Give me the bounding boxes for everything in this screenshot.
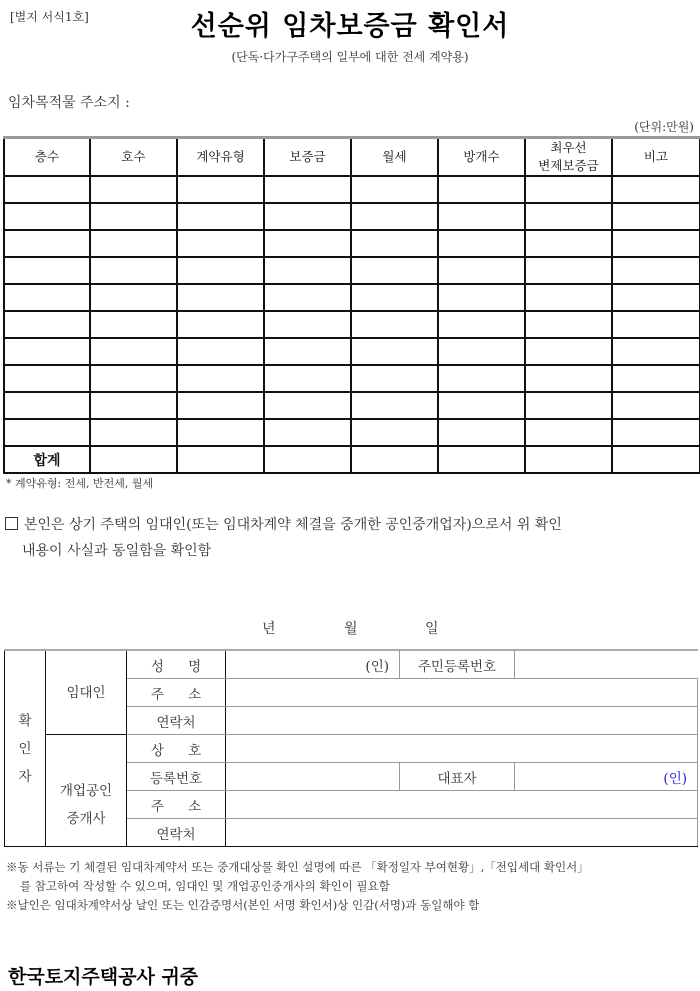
table-cell[interactable] [438,311,525,338]
landlord-address-label: 주 소 [127,679,226,707]
table-cell[interactable] [264,284,351,311]
table-cell[interactable] [4,365,90,392]
resident-no-label: 주민등록번호 [400,650,515,679]
table-cell[interactable] [90,419,177,446]
table-cell[interactable] [525,284,612,311]
note1-line2: 를 참고하여 작성할 수 있으며, 임대인 및 개업공인중개사의 확인이 필요함 [20,879,390,893]
table-row [4,338,700,365]
col-deposit: 보증금 [264,138,351,177]
table-cell[interactable] [351,419,438,446]
table-cell[interactable] [264,230,351,257]
col-contract-type: 계약유형 [177,138,264,177]
confirmer-table [4,649,698,847]
table-cell[interactable] [525,203,612,230]
landlord-address-field[interactable] [226,679,698,707]
table-cell[interactable] [264,176,351,203]
landlord-group-label: 임대인 [46,650,127,735]
table-cell[interactable] [351,284,438,311]
table-cell[interactable] [438,176,525,203]
table-cell[interactable] [525,338,612,365]
landlord-contact-label: 연락처 [127,707,226,735]
table-cell[interactable] [525,311,612,338]
table-cell[interactable] [90,311,177,338]
table-cell[interactable] [612,365,700,392]
note1-line1: ※동 서류는 기 체결된 임대차계약서 또는 중개대상물 확인 설명에 따른 「확정일자 부여현황」,「전입세대 확인서」 [6,860,589,874]
table-cell[interactable] [177,176,264,203]
table-cell[interactable] [351,230,438,257]
table-cell[interactable] [612,203,700,230]
table-cell[interactable] [264,257,351,284]
agent-representative-field[interactable] [515,763,698,791]
total-cell[interactable] [351,446,438,473]
table-cell[interactable] [4,311,90,338]
col-monthly-rent: 월세 [351,138,438,177]
table-cell[interactable] [351,311,438,338]
table-cell[interactable] [525,257,612,284]
table-cell[interactable] [4,338,90,365]
table-cell[interactable] [4,176,90,203]
agent-business-name-field[interactable] [226,735,698,763]
table-cell[interactable] [90,338,177,365]
total-row [4,446,700,473]
table-cell[interactable] [351,365,438,392]
page-title: 선순위 임차보증금 확인서 [190,11,510,42]
col-priority-deposit [525,138,612,177]
landlord-contact-field[interactable] [226,707,698,735]
col-unit: 호수 [90,138,177,177]
table-cell[interactable] [612,257,700,284]
landlord-name-field[interactable] [226,650,400,679]
issuer-addressee: 한국토지주택공사 귀중 [8,966,199,988]
section-char: 확 [18,712,32,729]
table-cell[interactable] [525,176,612,203]
table-row [4,176,700,203]
agent-seal-mark: (인) [663,770,687,787]
total-cell[interactable] [525,446,612,473]
table-cell[interactable] [90,284,177,311]
table-cell[interactable] [525,419,612,446]
landlord-seal-mark: (인) [365,658,389,675]
table-cell[interactable] [438,230,525,257]
table-cell[interactable] [90,203,177,230]
table-cell[interactable] [525,365,612,392]
table-cell[interactable] [177,311,264,338]
table-row [4,257,700,284]
agent-contact-label: 연락처 [127,819,226,847]
table-cell[interactable] [351,203,438,230]
table-cell[interactable] [90,392,177,419]
form-number: [별지 서식1호] [10,10,89,24]
agent-address-field[interactable] [226,791,698,819]
confirmation-checkbox[interactable] [5,517,18,530]
table-cell[interactable] [177,203,264,230]
date-year-label: 년 [262,621,276,637]
landlord-name-label: 성 명 [127,650,226,679]
table-cell[interactable] [438,365,525,392]
agent-registration-no-label: 등록번호 [127,763,226,791]
table-cell[interactable] [177,419,264,446]
table-row [4,203,700,230]
table-cell[interactable] [438,284,525,311]
unit-label: (단위:만원) [634,120,694,134]
table-cell[interactable] [264,311,351,338]
section-char: 인 [18,740,32,757]
table-row [4,230,700,257]
agent-business-name-label: 상 호 [127,735,226,763]
date-day-label: 일 [425,621,439,637]
table-cell[interactable] [351,338,438,365]
total-cell[interactable] [177,446,264,473]
table-cell[interactable] [351,257,438,284]
table-row [4,284,700,311]
table-cell[interactable] [90,176,177,203]
table-cell[interactable] [177,338,264,365]
table-cell[interactable] [264,203,351,230]
table-cell[interactable] [264,338,351,365]
table-row [4,419,700,446]
contract-type-footnote: * 계약유형: 전세, 반전세, 월세 [6,477,154,490]
table-cell[interactable] [4,284,90,311]
table-cell[interactable] [177,230,264,257]
total-label: 합계 [4,446,90,473]
table-cell[interactable] [4,419,90,446]
table-cell[interactable] [351,176,438,203]
table-cell[interactable] [438,392,525,419]
total-cell[interactable] [264,446,351,473]
table-cell[interactable] [612,338,700,365]
page-subtitle: (단독·다가구주택의 일부에 대한 전세 계약용) [231,50,469,64]
notes [6,858,696,915]
table-cell[interactable] [612,311,700,338]
table-cell[interactable] [4,230,90,257]
table-cell[interactable] [90,365,177,392]
table-cell[interactable] [177,284,264,311]
total-cell[interactable] [438,446,525,473]
table-cell[interactable] [4,203,90,230]
table-cell[interactable] [4,257,90,284]
agent-group-line2: 중개사 [66,810,106,827]
table-cell[interactable] [612,230,700,257]
property-address-label: 임차목적물 주소지 : [8,95,130,111]
table-cell[interactable] [438,419,525,446]
table-cell[interactable] [612,284,700,311]
confirmer-section-label [5,650,46,847]
agent-registration-no-field[interactable] [226,763,400,791]
col-priority-line2: 변제보증금 [538,158,599,173]
table-cell[interactable] [525,230,612,257]
table-cell[interactable] [438,338,525,365]
table-cell[interactable] [351,392,438,419]
agent-representative-label: 대표자 [400,763,515,791]
table-cell[interactable] [264,365,351,392]
agent-address-label: 주 소 [127,791,226,819]
confirmation-line1: 본인은 상기 주택의 임대인(또는 임대차계약 체결을 중개한 공인중개업자)으로서 위 확인 [24,517,562,533]
note2: ※날인은 임대차계약서상 날인 또는 인감증명서(본인 서명 확인서)상 인감(서명)과 동일해야 함 [6,898,480,912]
table-cell[interactable] [264,392,351,419]
table-row [4,311,700,338]
table-cell[interactable] [438,203,525,230]
agent-group-label [46,735,127,847]
deposit-table-header [4,138,700,177]
section-char: 자 [18,768,32,785]
table-cell[interactable] [612,176,700,203]
deposit-table [3,136,700,474]
col-remarks: 비고 [612,138,700,177]
table-row [4,365,700,392]
table-cell[interactable] [264,419,351,446]
confirmation-line2: 내용이 사실과 동일함을 확인함 [22,543,212,559]
agent-contact-field[interactable] [226,819,698,847]
table-cell[interactable] [4,392,90,419]
col-priority-line1: 최우선 [550,140,587,155]
table-cell[interactable] [90,230,177,257]
agent-group-line1: 개업공인 [59,782,113,799]
table-cell[interactable] [612,419,700,446]
date-month-label: 월 [344,621,358,637]
table-row [4,392,700,419]
table-cell[interactable] [612,392,700,419]
table-cell[interactable] [177,392,264,419]
total-cell[interactable] [90,446,177,473]
col-floor: 층수 [4,138,90,177]
table-cell[interactable] [525,392,612,419]
table-cell[interactable] [438,257,525,284]
table-cell[interactable] [177,257,264,284]
table-cell[interactable] [90,257,177,284]
table-cell[interactable] [177,365,264,392]
resident-no-field[interactable] [515,650,698,679]
total-cell[interactable] [612,446,700,473]
col-rooms: 방개수 [438,138,525,177]
confirmation-statement [5,512,695,564]
